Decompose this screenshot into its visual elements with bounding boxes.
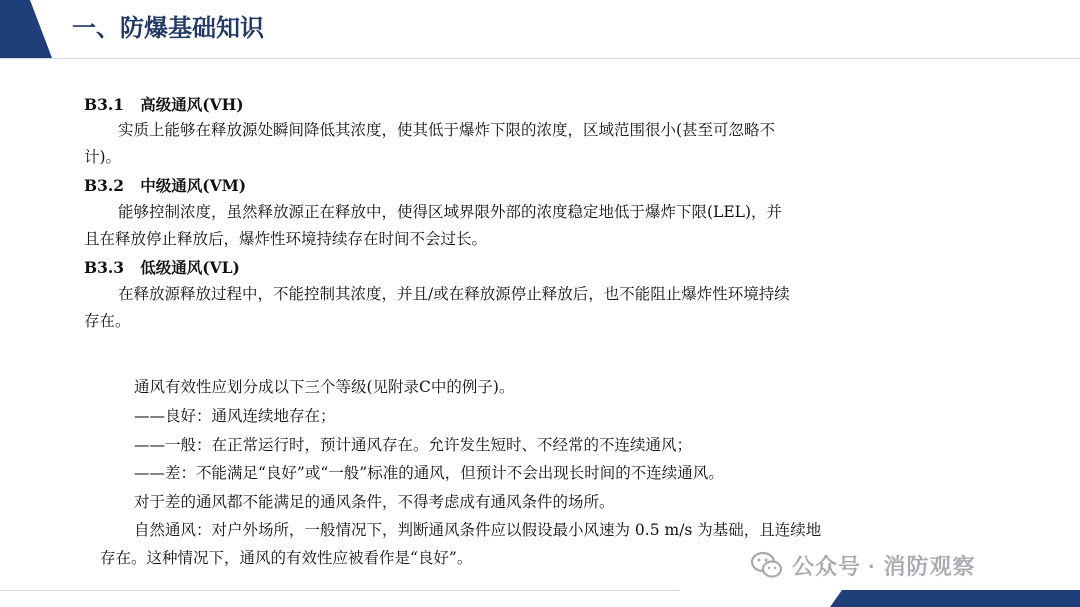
watermark-text: 公众号 · 消防观察: [792, 553, 976, 579]
list-item: ——差：不能满足“良好”或“一般”标准的通风，但预计不会出现长时间的不连续通风。: [134, 464, 724, 482]
paragraph-line: 自然通风：对户外场所，一般情况下，判断通风条件应以假设最小风速为 0.5 m/s 为基础，且连续地: [134, 521, 822, 539]
paragraph-line: 对于差的通风都不能满足的通风条件，不得考虑成有通风条件的场所。: [134, 493, 615, 511]
page-title: 一、防爆基础知识: [72, 14, 264, 42]
section-b33-heading: [84, 257, 240, 279]
footer-accent-block: [830, 590, 1080, 607]
paragraph-line: 存在。: [84, 312, 131, 330]
wechat-icon: [750, 550, 784, 580]
paragraph-line: 通风有效性应划分成以下三个等级(见附录C中的例子)。: [134, 378, 515, 396]
section-title: 中级通风(VM): [140, 176, 247, 195]
footer-divider: [0, 590, 680, 591]
section-b31-heading: [84, 94, 244, 116]
section-title: 低级通风(VL): [140, 258, 240, 277]
paragraph-line: 计)。: [84, 148, 122, 166]
section-title: 高级通风(VH): [140, 95, 244, 114]
section-number: B3.3: [84, 258, 125, 277]
list-item: ——良好：通风连续地存在；: [134, 407, 336, 425]
paragraph-line: 存在。这种情况下，通风的有效性应被看作是“良好”。: [100, 549, 473, 567]
section-b32-heading: [84, 175, 246, 197]
paragraph-line: 且在释放停止释放后，爆炸性环境持续存在时间不会过长。: [84, 230, 488, 248]
paragraph-line: 能够控制浓度，虽然释放源正在释放中，使得区域界限外部的浓度稳定地低于爆炸下限(LEL)，并: [118, 203, 782, 221]
paragraph-line: 实质上能够在释放源处瞬间降低其浓度，使其低于爆炸下限的浓度，区域范围很小(甚至可忽略不: [118, 121, 776, 139]
watermark: [750, 548, 1070, 582]
list-item: ——一般：在正常运行时，预计通风存在。允许发生短时、不经常的不连续通风；: [134, 436, 693, 454]
section-number: B3.2: [84, 176, 125, 195]
section-number: B3.1: [84, 95, 125, 114]
paragraph-line: 在释放源释放过程中，不能控制其浓度，并且/或在释放源停止释放后，也不能阻止爆炸性环境持续: [118, 285, 790, 303]
